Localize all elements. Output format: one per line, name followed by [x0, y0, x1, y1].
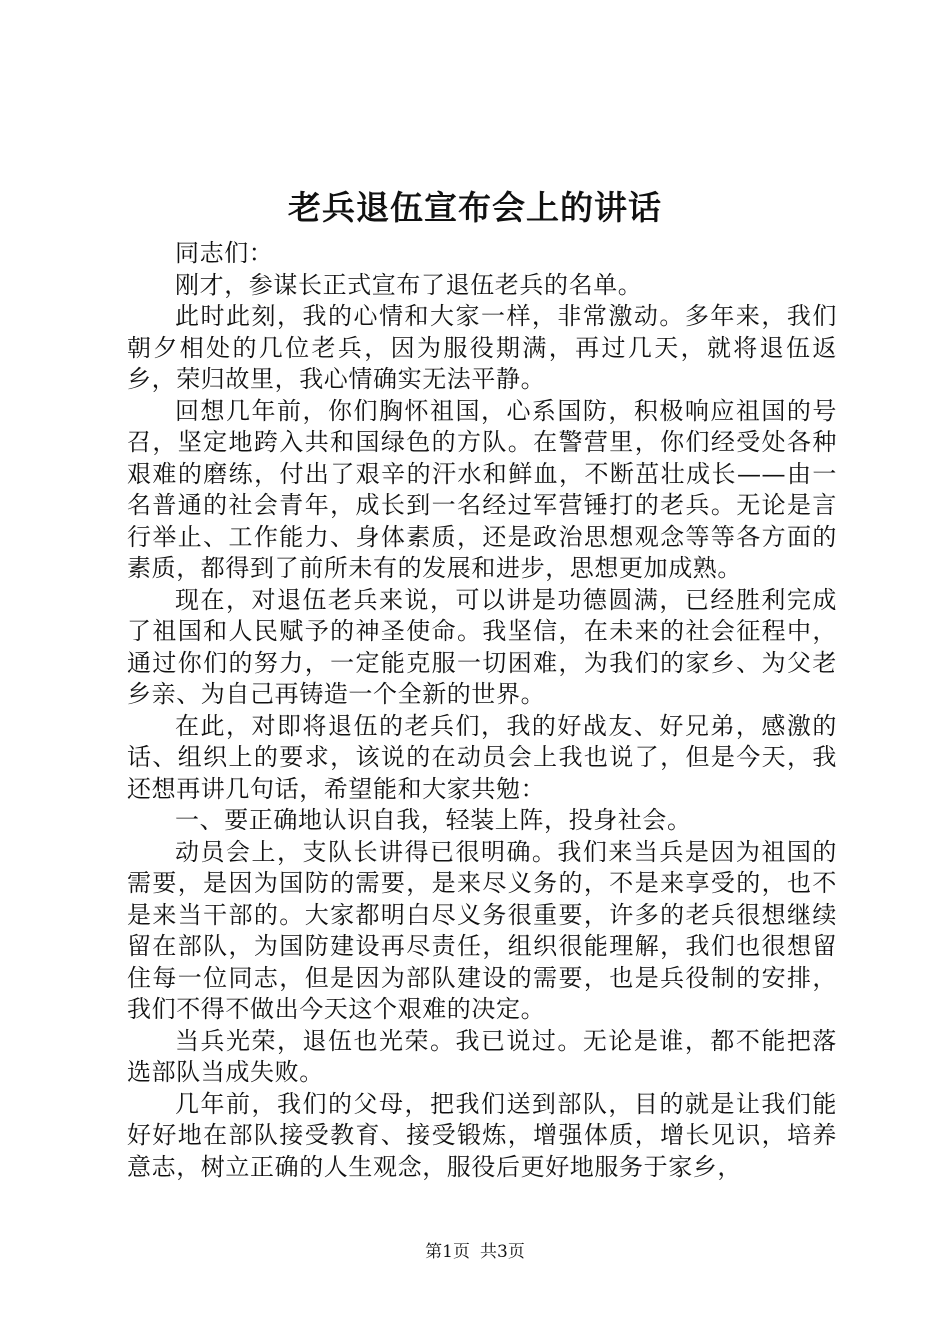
paragraph: 动员会上，支队长讲得已很明确。我们来当兵是因为祖国的需要，是因为国防的需要，是来尽义务的，不是来享受的，也不是来当干部的。大家都明白尽义务很重要，许多的老兵很想继续留在部队，为国防建设再尽责任，组织很能理解，我们也很想留住每一位同志，但是因为部队建设的需要，也是兵役制的安排，我们不得不做出今天这个艰难的决定。 — [127, 837, 837, 1023]
paragraph-salutation: 同志们： — [175, 239, 274, 267]
paragraph: 此时此刻，我的心情和大家一样，非常激动。多年来，我们朝夕相处的几位老兵，因为服役期满，再过几天，就将退伍返乡，荣归故里，我心情确实无法平静。 — [127, 302, 837, 393]
page-number: 第1页 — [425, 1242, 470, 1262]
paragraph: 现在，对退伍老兵来说，可以讲是功德圆满，已经胜利完成了祖国和人民赋予的神圣使命。我坚信，在未来的社会征程中，通过你们的努力，一定能克服一切困难，为我们的家乡、为父老乡亲、为自己再铸造一个全新的世界。 — [127, 585, 837, 708]
section-heading: 一、要正确地认识自我，轻装上阵，投身社会。 — [175, 806, 692, 834]
document-body — [127, 238, 837, 1183]
page-total: 共3页 — [480, 1242, 525, 1262]
paragraph: 在此，对即将退伍的老兵们，我的好战友、好兄弟，感激的话、组织上的要求，该说的在动员会上我也说了，但是今天，我还想再讲几句话，希望能和大家共勉： — [127, 711, 837, 803]
paragraph: 刚才，参谋长正式宣布了退伍老兵的名单。 — [175, 270, 643, 299]
document-title: 老兵退伍宣布会上的讲话 — [288, 188, 662, 227]
page-footer — [0, 1240, 950, 1264]
paragraph: 当兵光荣，退伍也光荣。我已说过。无论是谁，都不能把落选部队当成失败。 — [127, 1026, 837, 1086]
paragraph: 回想几年前，你们胸怀祖国，心系国防，积极响应祖国的号召，坚定地跨入共和国绿色的方队。在警营里，你们经受处各种艰难的磨练，付出了艰辛的汗水和鲜血，不断茁壮成长——由一名普通的社会青年，成长到一名经过军营锤打的老兵。无论是言行举止、工作能力、身体素质，还是政治思想观念等等各方面的素质，都得到了前所未有的发展和进步，思想更加成熟。 — [127, 396, 837, 582]
paragraph: 几年前，我们的父母，把我们送到部队，目的就是让我们能好好地在部队接受教育、接受锻炼，增强体质，增长见识，培养意志，树立正确的人生观念，服役后更好地服务于家乡， — [127, 1089, 837, 1181]
